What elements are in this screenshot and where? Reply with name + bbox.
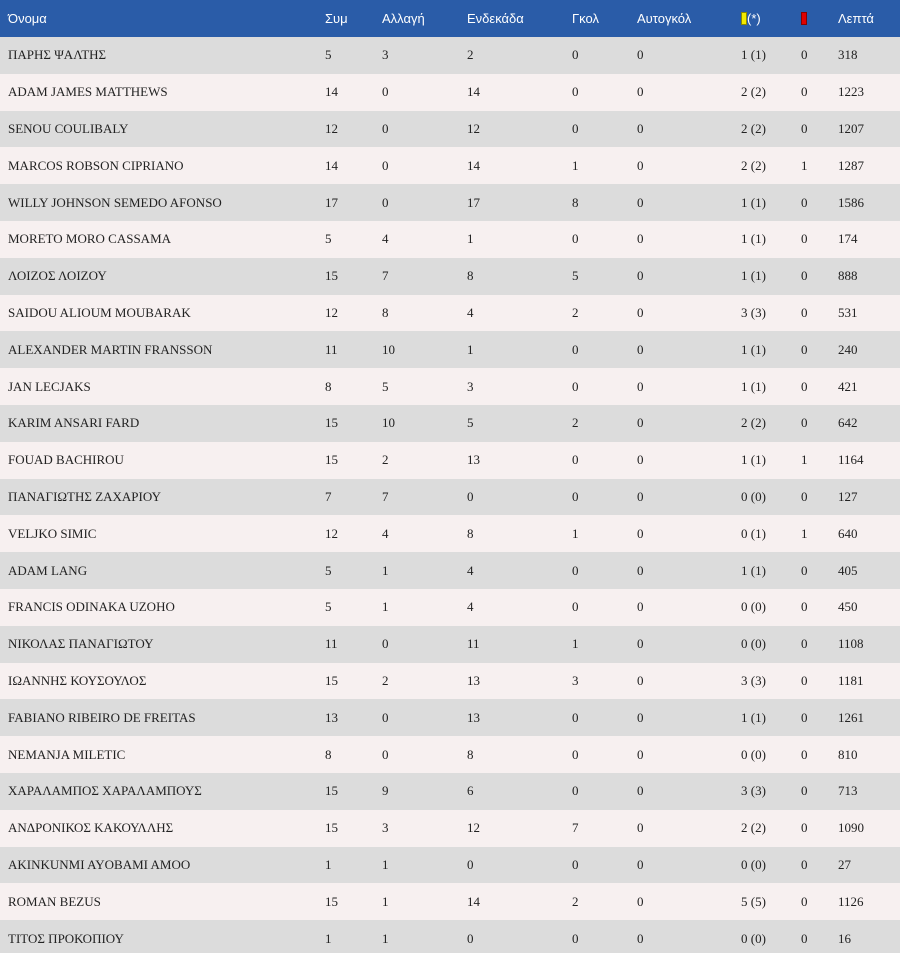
header-name[interactable]: Όνομα	[8, 11, 47, 26]
player-apps: 13	[325, 709, 338, 725]
player-red-cards: 0	[801, 84, 808, 100]
header-own-goals[interactable]: Αυτογκόλ	[637, 11, 692, 26]
player-goals: 0	[572, 47, 579, 63]
header-red-cards[interactable]	[801, 0, 838, 37]
player-goals: 2	[572, 415, 579, 431]
player-apps: 5	[325, 599, 332, 615]
player-yellow-cards: 1 (1)	[741, 562, 766, 578]
player-subs: 0	[382, 636, 389, 652]
player-goals: 8	[572, 194, 579, 210]
player-yellow-cards: 0 (0)	[741, 930, 766, 946]
player-name[interactable]: WILLY JOHNSON SEMEDO AFONSO	[8, 194, 222, 210]
red-card-icon	[801, 12, 807, 25]
player-apps: 12	[325, 304, 338, 320]
player-minutes: 642	[838, 415, 858, 431]
player-yellow-cards: 1 (1)	[741, 231, 766, 247]
player-apps: 15	[325, 452, 338, 468]
player-subs: 4	[382, 525, 389, 541]
player-name[interactable]: MARCOS ROBSON CIPRIANO	[8, 157, 184, 173]
player-apps: 14	[325, 84, 338, 100]
player-own-goals: 0	[637, 268, 644, 284]
table-row	[0, 773, 900, 810]
player-red-cards: 0	[801, 47, 808, 63]
player-own-goals: 0	[637, 783, 644, 799]
player-own-goals: 0	[637, 304, 644, 320]
player-name[interactable]: ΧΑΡΑΛΑΜΠΟΣ ΧΑΡΑΛΑΜΠΟΥΣ	[8, 783, 202, 799]
player-starts: 12	[467, 120, 480, 136]
player-name[interactable]: FRANCIS ODINAKA UZOHO	[8, 599, 175, 615]
player-yellow-cards: 2 (2)	[741, 120, 766, 136]
player-subs: 0	[382, 194, 389, 210]
player-minutes: 810	[838, 746, 858, 762]
player-goals: 0	[572, 746, 579, 762]
player-red-cards: 0	[801, 930, 808, 946]
player-subs: 0	[382, 84, 389, 100]
player-minutes: 1090	[838, 820, 864, 836]
player-minutes: 1223	[838, 84, 864, 100]
player-apps: 1	[325, 930, 332, 946]
player-starts: 4	[467, 599, 474, 615]
player-own-goals: 0	[637, 893, 644, 909]
player-starts: 3	[467, 378, 474, 394]
player-goals: 1	[572, 157, 579, 173]
player-apps: 1	[325, 856, 332, 872]
player-own-goals: 0	[637, 930, 644, 946]
player-apps: 5	[325, 231, 332, 247]
player-red-cards: 1	[801, 452, 808, 468]
player-red-cards: 0	[801, 415, 808, 431]
player-starts: 0	[467, 488, 474, 504]
player-minutes: 318	[838, 47, 858, 63]
player-red-cards: 0	[801, 562, 808, 578]
player-starts: 1	[467, 231, 474, 247]
player-name[interactable]: NEMANJA MILETIC	[8, 746, 126, 762]
player-goals: 0	[572, 341, 579, 357]
player-goals: 0	[572, 709, 579, 725]
player-name[interactable]: ΤΙΤΟΣ ΠΡΟΚΟΠΙΟΥ	[8, 930, 124, 946]
player-minutes: 1164	[838, 452, 864, 468]
player-starts: 8	[467, 525, 474, 541]
player-red-cards: 0	[801, 194, 808, 210]
table-row	[0, 442, 900, 479]
table-row	[0, 331, 900, 368]
player-yellow-cards: 1 (1)	[741, 341, 766, 357]
player-goals: 2	[572, 893, 579, 909]
player-red-cards: 1	[801, 525, 808, 541]
player-yellow-cards: 2 (2)	[741, 820, 766, 836]
player-starts: 13	[467, 672, 480, 688]
player-goals: 0	[572, 930, 579, 946]
player-goals: 7	[572, 820, 579, 836]
player-starts: 13	[467, 452, 480, 468]
player-starts: 0	[467, 930, 474, 946]
player-goals: 0	[572, 120, 579, 136]
player-apps: 17	[325, 194, 338, 210]
player-goals: 0	[572, 452, 579, 468]
header-starts[interactable]: Ενδεκάδα	[467, 11, 524, 26]
table-header	[0, 0, 900, 37]
table-row	[0, 663, 900, 700]
player-starts: 2	[467, 47, 474, 63]
player-apps: 12	[325, 525, 338, 541]
player-yellow-cards: 0 (1)	[741, 525, 766, 541]
player-apps: 15	[325, 672, 338, 688]
player-name[interactable]: SENOU COULIBALY	[8, 120, 129, 136]
player-yellow-cards: 3 (3)	[741, 672, 766, 688]
player-yellow-cards: 1 (1)	[741, 194, 766, 210]
player-yellow-cards: 1 (1)	[741, 378, 766, 394]
player-red-cards: 0	[801, 636, 808, 652]
player-name[interactable]: SAIDOU ALIOUM MOUBARAK	[8, 304, 191, 320]
player-name[interactable]: ΛΟΙΖΟΣ ΛΟΙΖΟΥ	[8, 268, 107, 284]
table-row	[0, 699, 900, 736]
player-starts: 0	[467, 856, 474, 872]
player-starts: 14	[467, 84, 480, 100]
player-goals: 0	[572, 856, 579, 872]
player-subs: 1	[382, 893, 389, 909]
table-row	[0, 736, 900, 773]
table-row	[0, 147, 900, 184]
player-minutes: 713	[838, 783, 858, 799]
player-minutes: 27	[838, 856, 851, 872]
player-goals: 1	[572, 525, 579, 541]
player-name[interactable]: ΙΩΑΝΝΗΣ ΚΟΥΣΟΥΛΟΣ	[8, 672, 147, 688]
header-row	[0, 0, 900, 37]
player-starts: 1	[467, 341, 474, 357]
player-name[interactable]: AKINKUNMI AYOBAMI AMOO	[8, 856, 191, 872]
player-red-cards: 0	[801, 341, 808, 357]
player-goals: 0	[572, 783, 579, 799]
player-own-goals: 0	[637, 856, 644, 872]
player-minutes: 127	[838, 488, 858, 504]
player-red-cards: 1	[801, 157, 808, 173]
player-red-cards: 0	[801, 746, 808, 762]
player-subs: 7	[382, 268, 389, 284]
player-starts: 13	[467, 709, 480, 725]
player-starts: 12	[467, 820, 480, 836]
player-own-goals: 0	[637, 194, 644, 210]
player-minutes: 405	[838, 562, 858, 578]
player-yellow-cards: 0 (0)	[741, 599, 766, 615]
player-own-goals: 0	[637, 120, 644, 136]
player-name[interactable]: ROMAN BEZUS	[8, 893, 101, 909]
player-starts: 4	[467, 304, 474, 320]
player-yellow-cards: 0 (0)	[741, 636, 766, 652]
player-minutes: 1586	[838, 194, 864, 210]
player-goals: 5	[572, 268, 579, 284]
player-name[interactable]: ΠΑΡΗΣ ΨΑΛΤΗΣ	[8, 47, 107, 63]
table-row	[0, 258, 900, 295]
player-own-goals: 0	[637, 599, 644, 615]
header-goals[interactable]: Γκολ	[572, 11, 599, 26]
player-red-cards: 0	[801, 893, 808, 909]
player-yellow-cards: 2 (2)	[741, 157, 766, 173]
player-red-cards: 0	[801, 488, 808, 504]
player-subs: 3	[382, 820, 389, 836]
player-own-goals: 0	[637, 341, 644, 357]
table-row	[0, 184, 900, 221]
player-apps: 15	[325, 820, 338, 836]
player-own-goals: 0	[637, 746, 644, 762]
table-body	[0, 37, 900, 953]
player-subs: 0	[382, 709, 389, 725]
player-apps: 7	[325, 488, 332, 504]
player-apps: 8	[325, 378, 332, 394]
player-own-goals: 0	[637, 47, 644, 63]
player-name[interactable]: ΝΙΚΟΛΑΣ ΠΑΝΑΓΙΩΤΟΥ	[8, 636, 154, 652]
player-subs: 7	[382, 488, 389, 504]
table-row	[0, 37, 900, 74]
player-goals: 0	[572, 84, 579, 100]
player-red-cards: 0	[801, 672, 808, 688]
player-name[interactable]: KARIM ANSARI FARD	[8, 415, 140, 431]
table-row	[0, 589, 900, 626]
player-starts: 8	[467, 268, 474, 284]
player-yellow-cards: 2 (2)	[741, 84, 766, 100]
player-minutes: 1181	[838, 672, 864, 688]
player-name[interactable]: FOUAD BACHIROU	[8, 452, 124, 468]
player-subs: 4	[382, 231, 389, 247]
player-subs: 1	[382, 599, 389, 615]
player-subs: 8	[382, 304, 389, 320]
player-minutes: 174	[838, 231, 858, 247]
player-name[interactable]: ADAM LANG	[8, 562, 88, 578]
player-goals: 0	[572, 231, 579, 247]
player-minutes: 421	[838, 378, 858, 394]
player-name[interactable]: JAN LECJAKS	[8, 378, 91, 394]
player-goals: 0	[572, 488, 579, 504]
player-subs: 1	[382, 562, 389, 578]
player-red-cards: 0	[801, 120, 808, 136]
player-apps: 14	[325, 157, 338, 173]
player-minutes: 531	[838, 304, 858, 320]
table-row	[0, 847, 900, 884]
player-subs: 0	[382, 120, 389, 136]
player-apps: 8	[325, 746, 332, 762]
player-own-goals: 0	[637, 452, 644, 468]
player-minutes: 1207	[838, 120, 864, 136]
player-yellow-cards: 0 (0)	[741, 856, 766, 872]
player-apps: 15	[325, 268, 338, 284]
player-red-cards: 0	[801, 304, 808, 320]
player-goals: 0	[572, 378, 579, 394]
header-minutes[interactable]: Λεπτά	[838, 11, 874, 26]
player-name[interactable]: ΠΑΝΑΓΙΩΤΗΣ ΖΑΧΑΡΙΟΥ	[8, 488, 161, 504]
player-subs: 0	[382, 746, 389, 762]
player-minutes: 1287	[838, 157, 864, 173]
player-red-cards: 0	[801, 378, 808, 394]
player-apps: 12	[325, 120, 338, 136]
player-yellow-cards: 1 (1)	[741, 452, 766, 468]
player-subs: 0	[382, 157, 389, 173]
player-own-goals: 0	[637, 84, 644, 100]
player-starts: 14	[467, 157, 480, 173]
player-red-cards: 0	[801, 783, 808, 799]
player-yellow-cards: 3 (3)	[741, 304, 766, 320]
player-red-cards: 0	[801, 599, 808, 615]
player-own-goals: 0	[637, 157, 644, 173]
player-name[interactable]: ALEXANDER MARTIN FRANSSON	[8, 341, 213, 357]
player-own-goals: 0	[637, 820, 644, 836]
header-apps[interactable]: Συμ	[325, 11, 348, 26]
player-subs: 5	[382, 378, 389, 394]
player-own-goals: 0	[637, 378, 644, 394]
player-starts: 14	[467, 893, 480, 909]
table-row	[0, 295, 900, 332]
table-row	[0, 479, 900, 516]
player-yellow-cards: 1 (1)	[741, 709, 766, 725]
table-row	[0, 368, 900, 405]
player-own-goals: 0	[637, 525, 644, 541]
player-subs: 3	[382, 47, 389, 63]
player-subs: 2	[382, 452, 389, 468]
player-yellow-cards: 1 (1)	[741, 47, 766, 63]
table-row	[0, 920, 900, 953]
player-subs: 10	[382, 415, 395, 431]
player-starts: 8	[467, 746, 474, 762]
player-subs: 1	[382, 930, 389, 946]
player-own-goals: 0	[637, 562, 644, 578]
player-subs: 1	[382, 856, 389, 872]
player-own-goals: 0	[637, 415, 644, 431]
player-own-goals: 0	[637, 488, 644, 504]
player-apps: 11	[325, 636, 338, 652]
player-goals: 1	[572, 636, 579, 652]
player-apps: 5	[325, 562, 332, 578]
table-row	[0, 626, 900, 663]
player-goals: 0	[572, 599, 579, 615]
player-subs: 10	[382, 341, 395, 357]
player-apps: 15	[325, 783, 338, 799]
table-row	[0, 221, 900, 258]
player-name[interactable]: MORETO MORO CASSAMA	[8, 231, 172, 247]
player-yellow-cards: 0 (0)	[741, 746, 766, 762]
player-minutes: 450	[838, 599, 858, 615]
header-yellow-cards[interactable]	[741, 0, 801, 37]
player-red-cards: 0	[801, 231, 808, 247]
player-name[interactable]: VELJKO SIMIC	[8, 525, 97, 541]
player-apps: 15	[325, 893, 338, 909]
header-yellow-suffix: (*)	[747, 11, 761, 26]
player-starts: 17	[467, 194, 480, 210]
player-own-goals: 0	[637, 231, 644, 247]
player-minutes: 16	[838, 930, 851, 946]
player-minutes: 1108	[838, 636, 864, 652]
player-own-goals: 0	[637, 709, 644, 725]
player-name[interactable]: FABIANO RIBEIRO DE FREITAS	[8, 709, 196, 725]
player-yellow-cards: 0 (0)	[741, 488, 766, 504]
table-row	[0, 515, 900, 552]
table-row	[0, 810, 900, 847]
player-starts: 5	[467, 415, 474, 431]
player-red-cards: 0	[801, 709, 808, 725]
table-row	[0, 74, 900, 111]
player-minutes: 640	[838, 525, 858, 541]
player-red-cards: 0	[801, 856, 808, 872]
table-row	[0, 405, 900, 442]
table-row	[0, 552, 900, 589]
player-minutes: 1261	[838, 709, 864, 725]
player-minutes: 240	[838, 341, 858, 357]
player-yellow-cards: 3 (3)	[741, 783, 766, 799]
player-minutes: 1126	[838, 893, 864, 909]
player-goals: 3	[572, 672, 579, 688]
player-minutes: 888	[838, 268, 858, 284]
player-starts: 6	[467, 783, 474, 799]
player-goals: 2	[572, 304, 579, 320]
player-goals: 0	[572, 562, 579, 578]
player-own-goals: 0	[637, 672, 644, 688]
player-starts: 4	[467, 562, 474, 578]
player-red-cards: 0	[801, 268, 808, 284]
player-own-goals: 0	[637, 636, 644, 652]
player-red-cards: 0	[801, 820, 808, 836]
player-starts: 11	[467, 636, 480, 652]
player-apps: 15	[325, 415, 338, 431]
player-subs: 9	[382, 783, 389, 799]
player-yellow-cards: 1 (1)	[741, 268, 766, 284]
player-apps: 11	[325, 341, 338, 357]
player-name[interactable]: ADAM JAMES MATTHEWS	[8, 84, 168, 100]
table-row	[0, 883, 900, 920]
player-yellow-cards: 2 (2)	[741, 415, 766, 431]
header-subs[interactable]: Αλλαγή	[382, 11, 425, 26]
table-row	[0, 111, 900, 148]
player-subs: 2	[382, 672, 389, 688]
player-name[interactable]: ΑΝΔΡΟΝΙΚΟΣ ΚΑΚΟΥΛΛΗΣ	[8, 820, 174, 836]
player-apps: 5	[325, 47, 332, 63]
player-yellow-cards: 5 (5)	[741, 893, 766, 909]
